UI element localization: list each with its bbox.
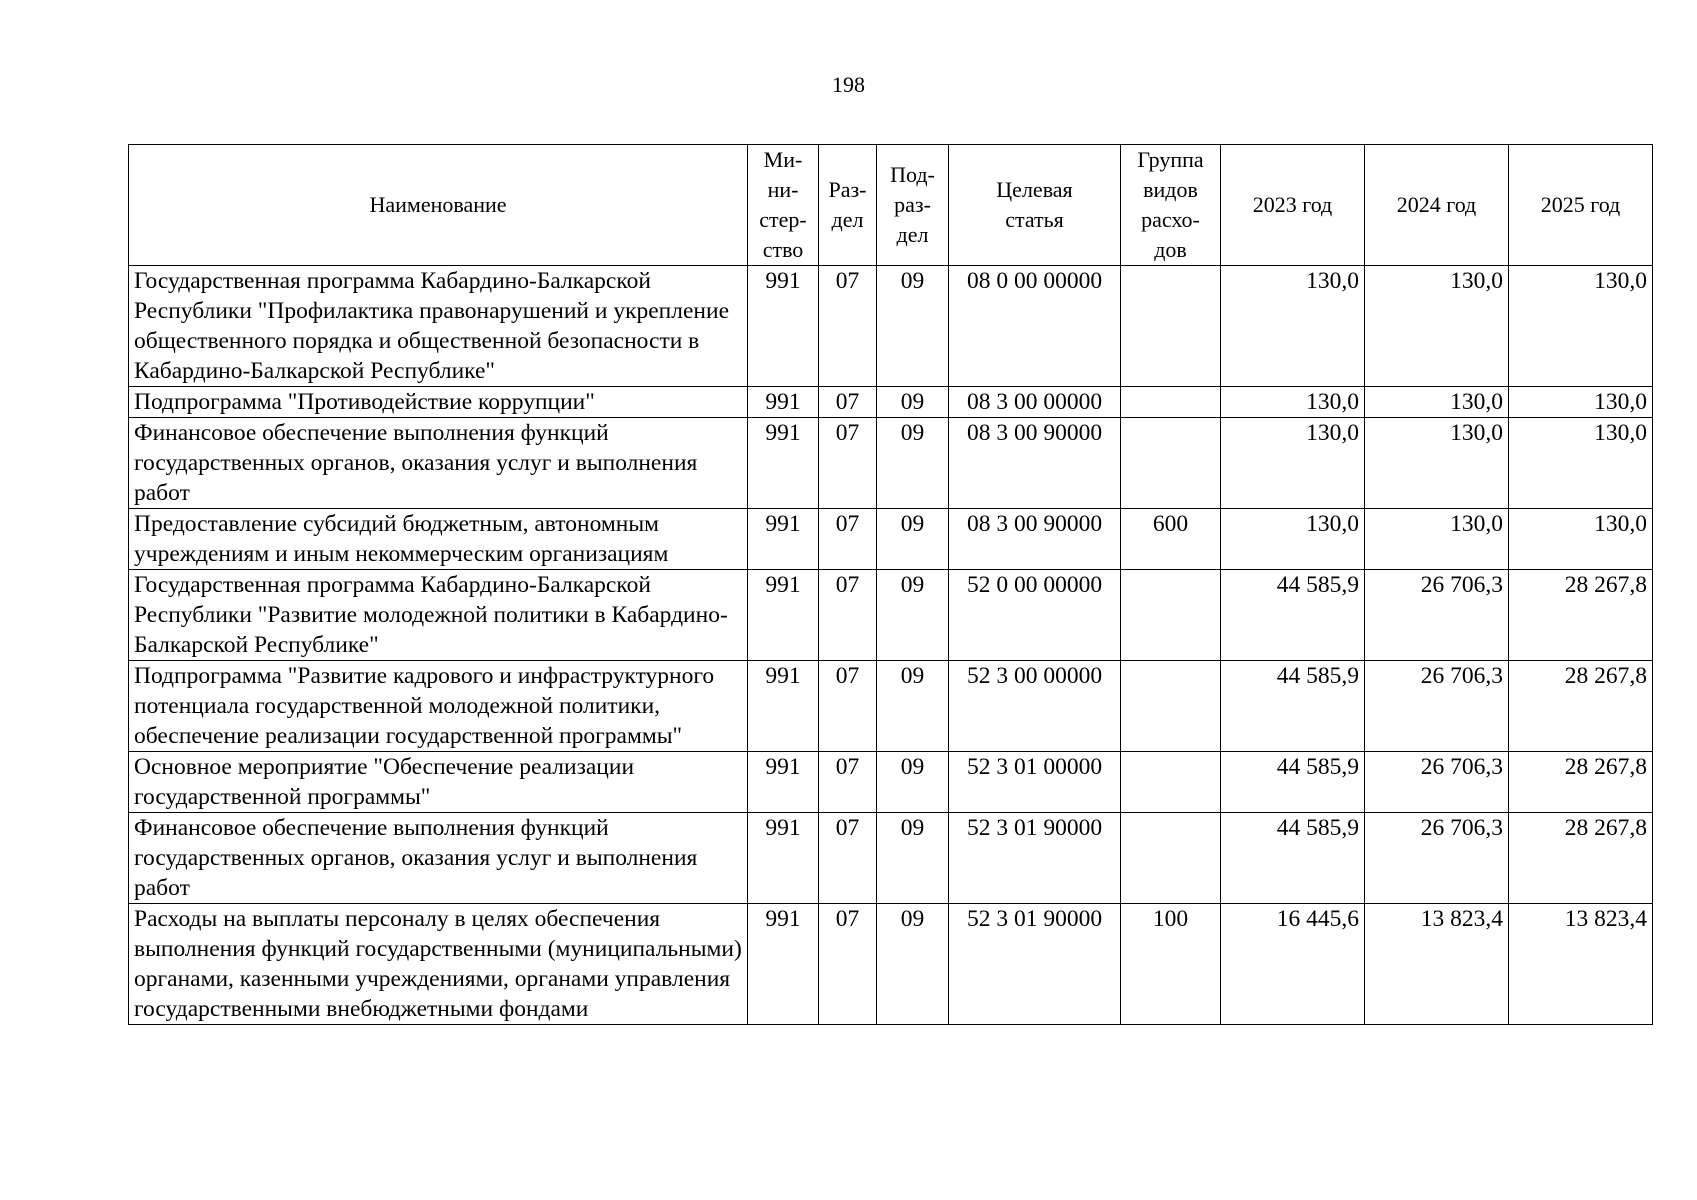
- cell-target-item: 52 3 01 00000: [949, 752, 1121, 813]
- cell-name: Предоставление субсидий бюджетным, автономным учреждениям и иным некоммерческим организациям: [129, 509, 748, 570]
- cell-subsection: 09: [877, 266, 949, 387]
- header-2025: 2025 год: [1509, 145, 1653, 266]
- cell-2024: 26 706,3: [1365, 752, 1509, 813]
- cell-expense-group: [1121, 752, 1221, 813]
- cell-2025: 28 267,8: [1509, 570, 1653, 661]
- table-row: [129, 387, 1653, 418]
- cell-subsection: 09: [877, 813, 949, 904]
- cell-expense-group: 100: [1121, 904, 1221, 1025]
- header-ministry-line: Ми-: [763, 147, 803, 172]
- table-row: [129, 266, 1653, 387]
- cell-2025: 28 267,8: [1509, 752, 1653, 813]
- cell-ministry: 991: [748, 570, 819, 661]
- cell-2023: 44 585,9: [1221, 752, 1365, 813]
- cell-name: Государственная программа Кабардино-Балкарской Республики "Развитие молодежной политики в Кабардино-Балкарской Республике": [129, 570, 748, 661]
- header-ministry: [748, 145, 819, 266]
- cell-expense-group: [1121, 813, 1221, 904]
- cell-ministry: 991: [748, 266, 819, 387]
- cell-name: Финансовое обеспечение выполнения функций государственных органов, оказания услуг и выполнения работ: [129, 418, 748, 509]
- header-section: [819, 145, 877, 266]
- cell-target-item: 08 0 00 00000: [949, 266, 1121, 387]
- header-subsection-line: раз-: [894, 192, 931, 217]
- cell-section: 07: [819, 904, 877, 1025]
- cell-subsection: 09: [877, 418, 949, 509]
- header-ministry-line: ство: [762, 237, 804, 262]
- cell-2024: 26 706,3: [1365, 813, 1509, 904]
- cell-section: 07: [819, 387, 877, 418]
- cell-target-item: 08 3 00 90000: [949, 418, 1121, 509]
- cell-2024: 26 706,3: [1365, 661, 1509, 752]
- cell-name: Расходы на выплаты персоналу в целях обеспечения выполнения функций государственными (муниципальными) органами, казенными учреждениями, органами управления государственными внебюджетными фондами: [129, 904, 748, 1025]
- cell-ministry: 991: [748, 418, 819, 509]
- cell-section: 07: [819, 570, 877, 661]
- cell-name: Государственная программа Кабардино-Балкарской Республики "Профилактика правонарушений и укрепление общественного порядка и общественной безопасности в Кабардино-Балкарской Республике": [129, 266, 748, 387]
- header-subsection: [877, 145, 949, 266]
- cell-2024: 130,0: [1365, 509, 1509, 570]
- cell-name: Подпрограмма "Противодействие коррупции": [129, 387, 748, 418]
- header-name: Наименование: [129, 145, 748, 266]
- header-expense-group-line: расхо-: [1141, 207, 1200, 232]
- cell-expense-group: [1121, 266, 1221, 387]
- cell-target-item: 52 3 01 90000: [949, 904, 1121, 1025]
- table-row: [129, 904, 1653, 1025]
- table-row: [129, 418, 1653, 509]
- table-row: [129, 752, 1653, 813]
- table-row: [129, 509, 1653, 570]
- cell-section: 07: [819, 266, 877, 387]
- table-row: [129, 661, 1653, 752]
- cell-subsection: 09: [877, 509, 949, 570]
- header-section-line: дел: [831, 207, 864, 232]
- cell-2025: 28 267,8: [1509, 661, 1653, 752]
- cell-target-item: 52 3 01 90000: [949, 813, 1121, 904]
- cell-target-item: 08 3 00 00000: [949, 387, 1121, 418]
- cell-subsection: 09: [877, 570, 949, 661]
- cell-2025: 130,0: [1509, 266, 1653, 387]
- cell-2024: 26 706,3: [1365, 570, 1509, 661]
- cell-ministry: 991: [748, 387, 819, 418]
- header-subsection-line: Под-: [890, 162, 935, 187]
- table-row: [129, 813, 1653, 904]
- table-row: [129, 570, 1653, 661]
- cell-section: 07: [819, 813, 877, 904]
- header-ministry-line: ни-: [767, 177, 799, 202]
- table-header-row: [129, 145, 1653, 266]
- cell-expense-group: [1121, 661, 1221, 752]
- cell-2024: 130,0: [1365, 387, 1509, 418]
- cell-2023: 44 585,9: [1221, 570, 1365, 661]
- cell-name: Финансовое обеспечение выполнения функций государственных органов, оказания услуг и выполнения работ: [129, 813, 748, 904]
- budget-table: [128, 144, 1653, 1025]
- cell-ministry: 991: [748, 752, 819, 813]
- header-expense-group-line: Группа: [1137, 147, 1204, 172]
- cell-2025: 130,0: [1509, 509, 1653, 570]
- cell-expense-group: [1121, 387, 1221, 418]
- cell-name: Подпрограмма "Развитие кадрового и инфраструктурного потенциала государственной молодежной политики, обеспечение реализации государственной программы": [129, 661, 748, 752]
- header-section-line: Раз-: [828, 177, 867, 202]
- cell-2023: 130,0: [1221, 418, 1365, 509]
- cell-ministry: 991: [748, 904, 819, 1025]
- header-target-item-line: Целевая: [996, 177, 1073, 202]
- cell-section: 07: [819, 509, 877, 570]
- cell-section: 07: [819, 752, 877, 813]
- cell-2023: 44 585,9: [1221, 813, 1365, 904]
- cell-2025: 130,0: [1509, 387, 1653, 418]
- cell-subsection: 09: [877, 904, 949, 1025]
- cell-subsection: 09: [877, 661, 949, 752]
- cell-expense-group: [1121, 418, 1221, 509]
- cell-2023: 44 585,9: [1221, 661, 1365, 752]
- cell-expense-group: [1121, 570, 1221, 661]
- cell-section: 07: [819, 418, 877, 509]
- cell-2025: 130,0: [1509, 418, 1653, 509]
- cell-2025: 28 267,8: [1509, 813, 1653, 904]
- cell-subsection: 09: [877, 387, 949, 418]
- cell-expense-group: 600: [1121, 509, 1221, 570]
- cell-2023: 130,0: [1221, 509, 1365, 570]
- cell-section: 07: [819, 661, 877, 752]
- header-expense-group: [1121, 145, 1221, 266]
- cell-2024: 130,0: [1365, 266, 1509, 387]
- cell-target-item: 08 3 00 90000: [949, 509, 1121, 570]
- header-subsection-line: дел: [896, 222, 929, 247]
- cell-2023: 130,0: [1221, 266, 1365, 387]
- page-number: 198: [832, 72, 865, 97]
- cell-target-item: 52 3 00 00000: [949, 661, 1121, 752]
- cell-2024: 130,0: [1365, 418, 1509, 509]
- header-2023: 2023 год: [1221, 145, 1365, 266]
- cell-subsection: 09: [877, 752, 949, 813]
- header-expense-group-line: видов: [1143, 177, 1198, 202]
- header-target-item-line: статья: [1005, 207, 1064, 232]
- cell-2024: 13 823,4: [1365, 904, 1509, 1025]
- cell-ministry: 991: [748, 509, 819, 570]
- cell-2023: 16 445,6: [1221, 904, 1365, 1025]
- header-2024: 2024 год: [1365, 145, 1509, 266]
- header-expense-group-line: дов: [1154, 237, 1187, 262]
- header-ministry-line: стер-: [759, 207, 807, 232]
- header-target-item: [949, 145, 1121, 266]
- cell-ministry: 991: [748, 813, 819, 904]
- cell-name: Основное мероприятие "Обеспечение реализации государственной программы": [129, 752, 748, 813]
- cell-2023: 130,0: [1221, 387, 1365, 418]
- cell-2025: 13 823,4: [1509, 904, 1653, 1025]
- cell-ministry: 991: [748, 661, 819, 752]
- cell-target-item: 52 0 00 00000: [949, 570, 1121, 661]
